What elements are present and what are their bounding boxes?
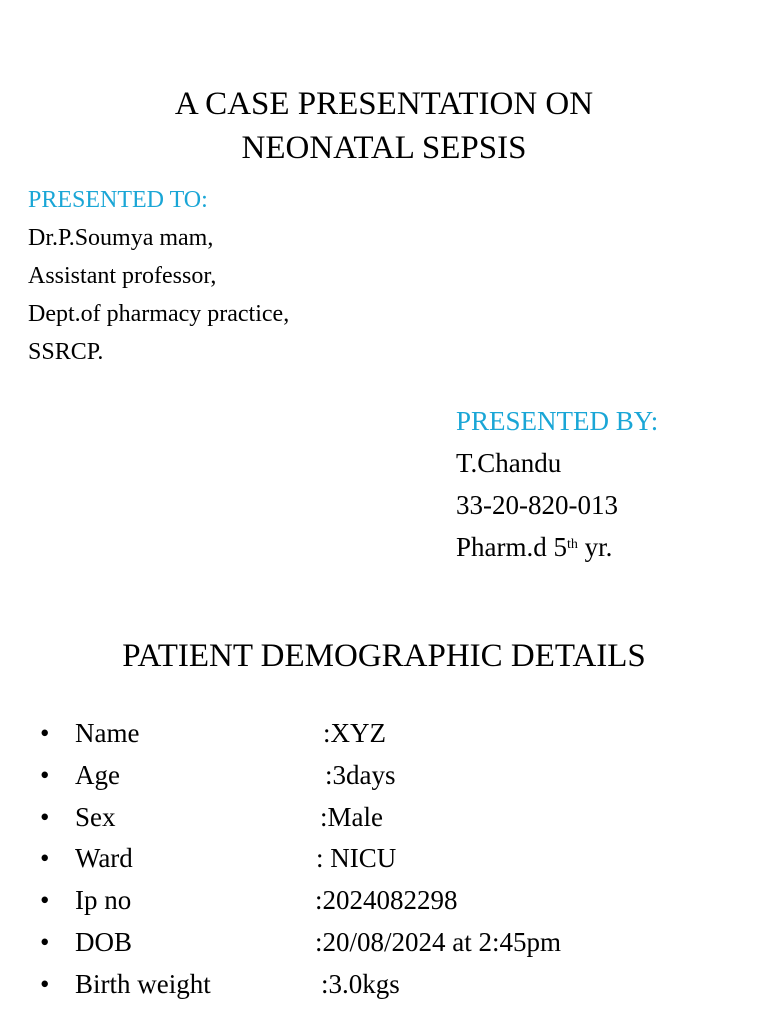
detail-value: :XYZ bbox=[323, 718, 386, 748]
presented-to-line: Dr.P.Soumya mam, bbox=[28, 225, 214, 251]
detail-label: DOB bbox=[75, 926, 133, 957]
detail-value: :Male bbox=[320, 801, 383, 832]
course-suffix: yr. bbox=[577, 532, 613, 562]
list-item bbox=[0, 797, 768, 839]
bullet: • bbox=[40, 801, 50, 832]
list-item bbox=[0, 922, 768, 964]
detail-label: Ip no bbox=[75, 885, 132, 916]
course-prefix: Pharm.d 5 bbox=[456, 532, 567, 562]
detail-value: :3.0kgs bbox=[321, 968, 400, 999]
presented-to-line: Assistant professor, bbox=[28, 263, 217, 289]
list-item bbox=[0, 880, 768, 922]
bullet: • bbox=[40, 968, 50, 999]
list-item bbox=[0, 964, 768, 1006]
demographics-list bbox=[0, 713, 768, 1006]
detail-label: Age bbox=[75, 759, 120, 790]
presented-by-block bbox=[456, 400, 658, 568]
title-line-2: NEONATAL SEPSIS bbox=[241, 130, 527, 166]
document-title bbox=[0, 82, 768, 170]
list-item bbox=[0, 838, 768, 880]
presenter-course bbox=[456, 526, 658, 568]
bullet: • bbox=[40, 759, 50, 790]
detail-value: : NICU bbox=[316, 843, 397, 874]
detail-value: :20/08/2024 at 2:45pm bbox=[315, 926, 561, 957]
presented-to-line: SSRCP. bbox=[28, 339, 104, 365]
presented-to-heading: PRESENTED TO: bbox=[28, 187, 208, 213]
list-item bbox=[0, 755, 768, 797]
demographics-heading: PATIENT DEMOGRAPHIC DETAILS bbox=[122, 638, 646, 674]
presented-to-block bbox=[28, 181, 289, 371]
bullet: • bbox=[40, 926, 50, 957]
detail-label: Name bbox=[75, 718, 140, 748]
presented-by-heading: PRESENTED BY: bbox=[456, 406, 659, 436]
detail-value: :3days bbox=[325, 759, 396, 790]
detail-label: Ward bbox=[75, 843, 133, 874]
bullet: • bbox=[40, 843, 50, 874]
title-line-1: A CASE PRESENTATION ON bbox=[174, 86, 594, 122]
detail-label: Birth weight bbox=[75, 968, 211, 999]
bullet: • bbox=[40, 718, 50, 748]
detail-label: Sex bbox=[75, 801, 116, 832]
course-superscript: th bbox=[567, 537, 578, 552]
bullet: • bbox=[40, 885, 50, 916]
list-item bbox=[0, 713, 768, 755]
presenter-name: T.Chandu bbox=[456, 448, 562, 478]
presented-to-line: Dept.of pharmacy practice, bbox=[28, 301, 290, 327]
presenter-roll-number: 33-20-820-013 bbox=[456, 490, 618, 520]
detail-value: :2024082298 bbox=[315, 885, 458, 916]
